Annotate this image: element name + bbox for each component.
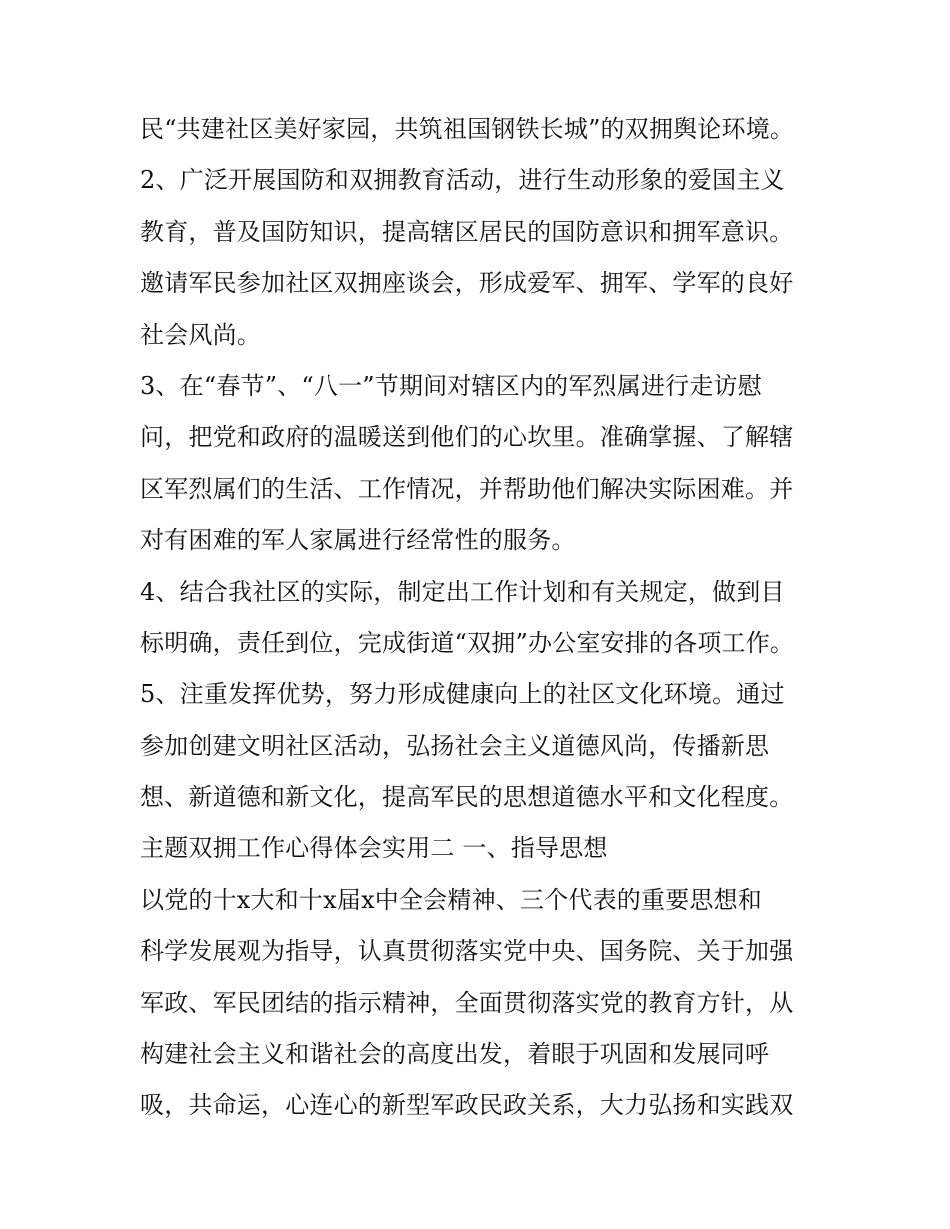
text-line: 民“共建社区美好家园，共筑祖国钢铁长城”的双拥舆论环境。 [140, 115, 795, 143]
text-line: 构建社会主义和谐社会的高度出发，着眼于巩固和发展同呼 [140, 1040, 770, 1069]
text-line: 社会风尚。 [140, 320, 261, 349]
text-line: 以党的十x大和十x届x中全会精神、三个代表的重要思想和 [140, 885, 763, 914]
text-line: 2、广泛开展国防和双拥教育活动，进行生动形象的爱国主义 [140, 166, 785, 195]
text-line: 3、在“春节”、“八一”节期间对辖区内的军烈属进行走访慰 [140, 371, 762, 400]
text-line: 4、结合我社区的实际，制定出工作计划和有关规定，做到目 [140, 577, 785, 606]
document-body [140, 104, 820, 1132]
text-line: 想、新道德和新文化，提高军民的思想道德水平和文化程度。 [140, 783, 794, 812]
text-line: 教育，普及国防知识，提高辖区居民的国防意识和拥军意识。 [140, 217, 794, 246]
text-line: 标明确，责任到位，完成街道“双拥”办公室安排的各项工作。 [140, 628, 795, 657]
text-line: 吸，共命运，心连心的新型军政民政关系，大力弘扬和实践双 [140, 1091, 794, 1120]
text-line: 5、注重发挥优势，努力形成健康向上的社区文化环境。通过 [140, 680, 785, 709]
text-line: 区军烈属们的生活、工作情况，并帮助他们解决实际困难。并 [140, 474, 794, 503]
text-line: 军政、军民团结的指示精神，全面贯彻落实党的教育方针，从 [140, 988, 794, 1017]
section-heading: 主题双拥工作心得体会实用二 一、指导思想 [140, 834, 608, 863]
text-line: 科学发展观为指导，认真贯彻落实党中央、国务院、关于加强 [140, 937, 794, 966]
text-line: 对有困难的军人家属进行经常性的服务。 [140, 526, 576, 555]
text-line: 问，把党和政府的温暖送到他们的心坎里。准确掌握、了解辖 [140, 423, 794, 452]
text-line: 邀请军民参加社区双拥座谈会，形成爱军、拥军、学军的良好 [140, 269, 794, 298]
text-line: 参加创建文明社区活动，弘扬社会主义道德风尚，传播新思 [140, 731, 770, 760]
